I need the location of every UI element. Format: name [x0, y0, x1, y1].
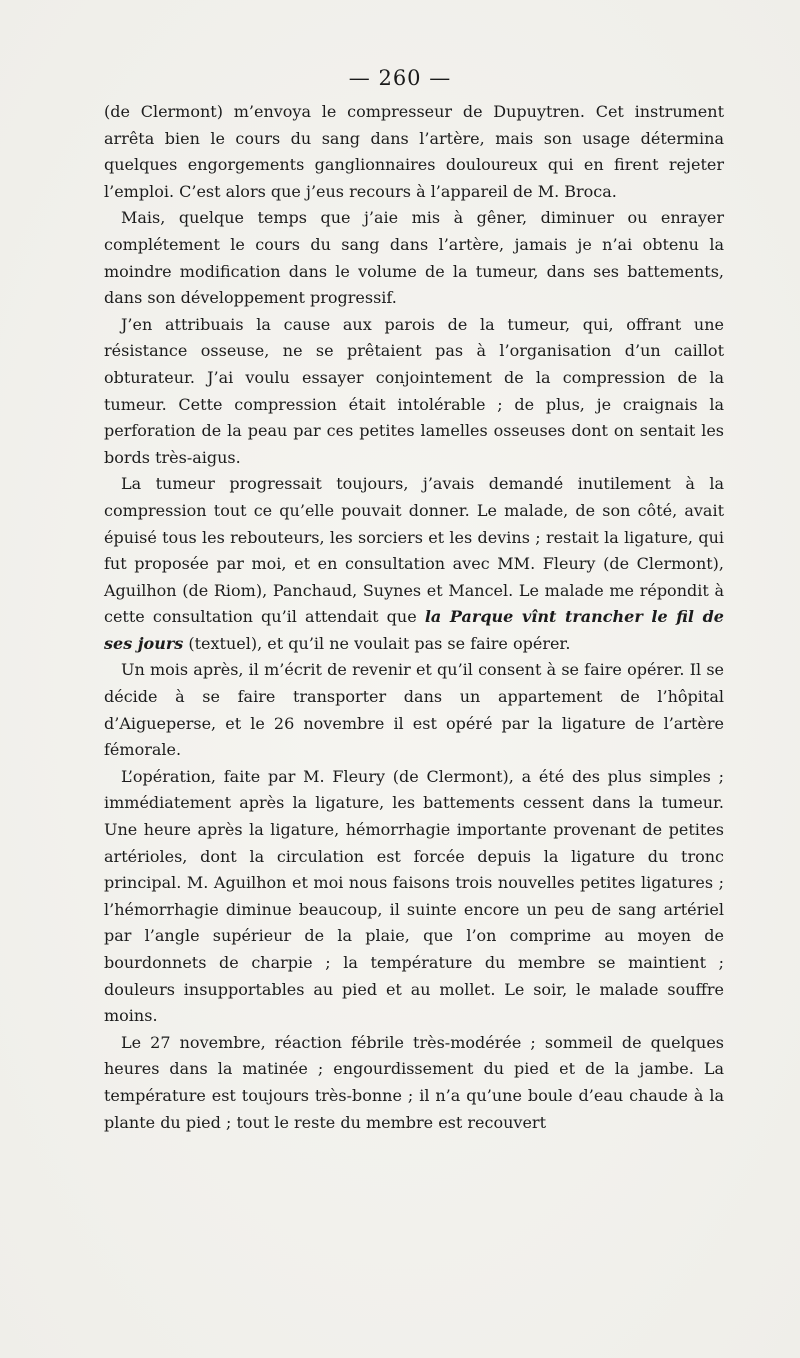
paragraph-4-end: (textuel), et qu’il ne voulait pas se faire opérer.	[183, 633, 571, 653]
page-body	[104, 99, 724, 1136]
paragraph-7: Le 27 novembre, réaction fébrile très-modérée ; sommeil de quelques heures dans la matinée ; engourdissement du pied et de la jambe. La température est toujours très-bonne ; il n’a qu’une boule d’eau chaude à la plante du pied ; tout le reste du membre est recouvert	[104, 1032, 724, 1132]
italic-quote: la Parque vînt trancher le fil de ses jours	[104, 607, 724, 653]
paragraph-4	[104, 471, 724, 657]
paragraph-5: Un mois après, il m’écrit de revenir et qu’il consent à se faire opérer. Il se décide à se faire transporter dans un appartement de l’hôpital d’Aigueperse, et le 26 novembre il est opéré par la ligature de l’artère fémorale.	[104, 660, 724, 760]
paragraph-6: L’opération, faite par M. Fleury (de Clermont), a été des plus simples ; immédiatement après la ligature, les battements cessent dans la tumeur. Une heure après la ligature, hémorrhagie importante provenant de petites artérioles, dont la circulation est forcée depuis la ligature du tronc principal. M. Aguilhon et moi nous faisons trois nouvelles petites ligatures ; l’hémorrhagie diminue beaucoup, il suinte encore un peu de sang artériel par l’angle supérieur de la plaie, que l’on comprime au moyen de bourdonnets de charpie ; la température du membre se maintient ; douleurs insupportables au pied et au mollet. Le soir, le malade souffre moins.	[104, 766, 724, 1026]
paragraph-4-start: La tumeur progressait toujours, j’avais demandé inutilement à la compression tout ce qu’elle pouvait donner. Le malade, de son côté, avait épuisé tous les rebouteurs, les sorciers et les devins ; restait la ligature, qui fut proposée par moi, et en consultation avec MM. Fleury (de Clermont), Aguilhon (de Riom), Panchaud, Suynes et Mancel. Le malade me répondit à cette consultation qu’il attendait que	[104, 474, 724, 627]
paragraph-3: J’en attribuais la cause aux parois de la tumeur, qui, offrant une résistance osseuse, ne se prêtaient pas à l’organisation d’un caillot obturateur. J’ai voulu essayer conjointement de la compression de la tumeur. Cette compression était intolérable ; de plus, je craignais la perforation de la peau par ces petites lamelles osseuses dont on sentait les bords très-aigus.	[104, 314, 724, 467]
paragraph-2: Mais, quelque temps que j’aie mis à gêner, diminuer ou enrayer complétement le cours du sang dans l’artère, jamais je n’ai obtenu la moindre modification dans le volume de la tumeur, dans ses battements, dans son développement progressif.	[104, 208, 724, 308]
page-number: — 260 —	[348, 66, 452, 90]
paragraph-1: (de Clermont) m’envoya le compresseur de Dupuytren. Cet instrument arrêta bien le cours du sang dans l’artère, mais son usage détermina quelques engorgements ganglionnaires douloureux qui en firent rejeter l’emploi. C’est alors que j’eus recours à l’appareil de M. Broca.	[104, 102, 724, 201]
